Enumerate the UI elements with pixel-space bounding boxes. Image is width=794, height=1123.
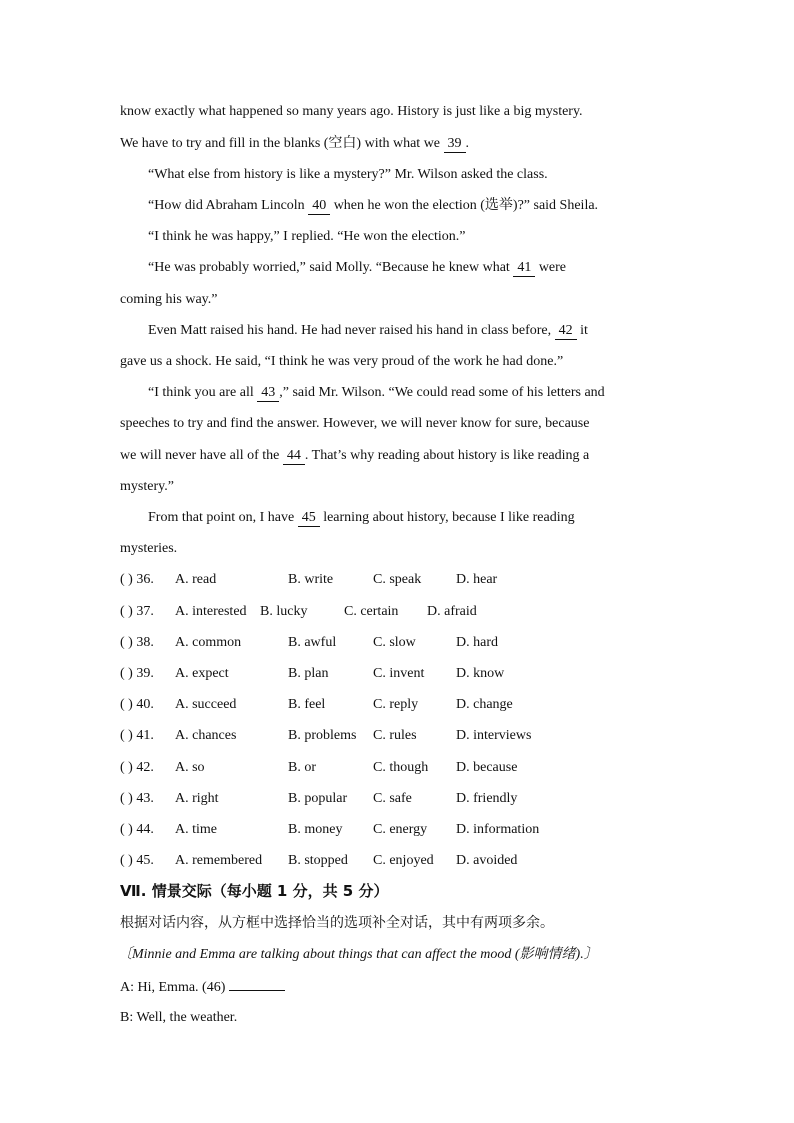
blank-41: 41 bbox=[513, 260, 535, 277]
passage-line-4 bbox=[148, 196, 598, 216]
option-a: A. interested bbox=[175, 604, 247, 619]
passage-line-2 bbox=[120, 134, 469, 154]
blank-42: 42 bbox=[555, 323, 577, 340]
option-d: D. information bbox=[456, 822, 540, 837]
question-43 bbox=[120, 789, 518, 809]
option-d: D. hard bbox=[456, 635, 498, 650]
option-a: A. expect bbox=[175, 666, 229, 681]
question-38 bbox=[120, 633, 498, 653]
passage-text: . That’s why reading about history is like reading a bbox=[304, 448, 590, 463]
question-44 bbox=[120, 820, 540, 840]
question-37 bbox=[120, 602, 477, 622]
passage-line-8 bbox=[148, 321, 588, 341]
option-c: C. reply bbox=[373, 697, 419, 712]
blank-45: 45 bbox=[298, 510, 320, 527]
passage-line-9: gave us a shock. He said, “I think he was very proud of the work he had done.” bbox=[120, 354, 564, 369]
passage-line-11: speeches to try and find the answer. However, we will never know for sure, because bbox=[120, 416, 590, 431]
dialogue-text: A: Hi, Emma. (46) bbox=[120, 980, 229, 995]
question-39 bbox=[120, 664, 505, 684]
option-d: D. afraid bbox=[427, 604, 477, 619]
option-a: A. remembered bbox=[175, 853, 263, 868]
option-b: B. plan bbox=[288, 666, 329, 681]
passage-text: From that point on, I have bbox=[148, 510, 298, 525]
question-36 bbox=[120, 570, 498, 590]
option-a: A. succeed bbox=[175, 697, 237, 712]
passage-line-1: know exactly what happened so many years ago. History is just like a big mystery. bbox=[120, 104, 583, 119]
option-b: B. lucky bbox=[260, 604, 308, 619]
passage-text: “How did Abraham Lincoln bbox=[148, 198, 309, 213]
passage-text: Even Matt raised his hand. He had never raised his hand in class before, bbox=[148, 323, 555, 338]
passage-text: “He was probably worried,” said Molly. “Because he knew what bbox=[148, 260, 514, 275]
question-number: ( ) 36. bbox=[120, 572, 154, 587]
passage-line-10 bbox=[148, 383, 605, 403]
question-number: ( ) 38. bbox=[120, 635, 154, 650]
option-d: D. hear bbox=[456, 572, 498, 587]
passage-line-15: mysteries. bbox=[120, 541, 178, 556]
option-b: B. popular bbox=[288, 791, 348, 806]
option-b: B. awful bbox=[288, 635, 337, 650]
option-a: A. common bbox=[175, 635, 242, 650]
option-c: C. safe bbox=[373, 791, 412, 806]
option-d: D. friendly bbox=[456, 791, 518, 806]
blank-39: 39 bbox=[444, 136, 466, 153]
passage-line-14 bbox=[148, 508, 575, 528]
option-c: C. speak bbox=[373, 572, 422, 587]
option-c: C. invent bbox=[373, 666, 425, 681]
option-c: C. slow bbox=[373, 635, 416, 650]
passage-text: “I think you are all bbox=[148, 385, 258, 400]
option-d: D. avoided bbox=[456, 853, 518, 868]
passage-text: learning about history, because I like reading bbox=[319, 510, 575, 525]
option-a: A. read bbox=[175, 572, 217, 587]
option-a: A. so bbox=[175, 760, 205, 775]
option-b: B. money bbox=[288, 822, 343, 837]
passage-line-12 bbox=[120, 446, 589, 466]
option-d: D. because bbox=[456, 760, 518, 775]
question-number: ( ) 43. bbox=[120, 791, 154, 806]
passage-line-5: “I think he was happy,” I replied. “He won the election.” bbox=[148, 229, 466, 244]
question-42 bbox=[120, 758, 518, 778]
option-d: D. change bbox=[456, 697, 513, 712]
passage-text: it bbox=[576, 323, 588, 338]
question-number: ( ) 40. bbox=[120, 697, 154, 712]
option-b: B. problems bbox=[288, 728, 357, 743]
option-b: B. or bbox=[288, 760, 316, 775]
passage-text: we will never have all of the bbox=[120, 448, 283, 463]
option-b: B. feel bbox=[288, 697, 326, 712]
passage-line-3: “What else from history is like a mystery?” Mr. Wilson asked the class. bbox=[148, 167, 548, 182]
option-a: A. right bbox=[175, 791, 219, 806]
question-41 bbox=[120, 726, 532, 746]
passage-text: We have to try and fill in the blanks (空白) with what we bbox=[120, 136, 444, 151]
section-instruction: 根据对话内容，从方框中选择恰当的选项补全对话，其中有两项多余。 bbox=[120, 915, 554, 931]
question-number: ( ) 41. bbox=[120, 728, 154, 743]
passage-text: when he won the election (选举)?” said Sheila. bbox=[330, 198, 599, 213]
option-b: B. stopped bbox=[288, 853, 348, 868]
question-number: ( ) 39. bbox=[120, 666, 154, 681]
option-d: D. interviews bbox=[456, 728, 532, 743]
blank-43: 43 bbox=[257, 385, 279, 402]
option-c: C. certain bbox=[344, 604, 399, 619]
passage-line-13: mystery.” bbox=[120, 479, 174, 494]
option-c: C. rules bbox=[373, 728, 417, 743]
question-number: ( ) 37. bbox=[120, 604, 154, 619]
blank-40: 40 bbox=[308, 198, 330, 215]
passage-line-6 bbox=[148, 258, 566, 278]
option-a: A. chances bbox=[175, 728, 237, 743]
question-40 bbox=[120, 695, 513, 715]
option-c: C. enjoyed bbox=[373, 853, 434, 868]
passage-text: ,” said Mr. Wilson. “We could read some of his letters and bbox=[279, 385, 605, 400]
option-c: C. though bbox=[373, 760, 429, 775]
dialogue-line-b: B: Well, the weather. bbox=[120, 1010, 238, 1025]
passage-line-7: coming his way.” bbox=[120, 292, 218, 307]
option-c: C. energy bbox=[373, 822, 428, 837]
answer-blank-46[interactable] bbox=[229, 976, 285, 991]
option-a: A. time bbox=[175, 822, 217, 837]
dialogue-context: 〔Minnie and Emma are talking about things that can affect the mood (影响情绪).〕 bbox=[118, 947, 598, 962]
passage-text: . bbox=[465, 136, 470, 151]
option-b: B. write bbox=[288, 572, 334, 587]
passage-text: were bbox=[535, 260, 567, 275]
blank-44: 44 bbox=[283, 448, 305, 465]
question-number: ( ) 44. bbox=[120, 822, 154, 837]
option-d: D. know bbox=[456, 666, 505, 681]
section-heading: Ⅶ. 情景交际（每小题 1 分，共 5 分） bbox=[120, 882, 389, 900]
dialogue-line-a bbox=[120, 976, 285, 998]
question-number: ( ) 45. bbox=[120, 853, 154, 868]
question-45 bbox=[120, 851, 518, 871]
question-number: ( ) 42. bbox=[120, 760, 154, 775]
